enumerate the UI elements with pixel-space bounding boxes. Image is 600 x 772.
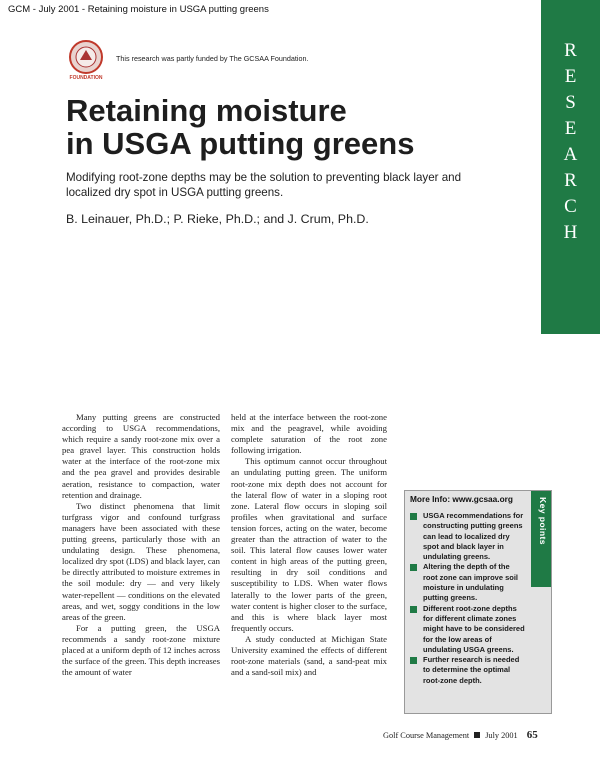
section-letter: R xyxy=(564,40,577,61)
key-point-item: Altering the depth of the root zone can improve soil moisture in undulating putting greens. xyxy=(410,562,526,603)
title-line-1: Retaining moisture xyxy=(66,93,347,128)
body-paragraph: Two distinct phenomena that limit turfgrass vigor and confound turfgrass managers have been associated with these putting greens, particularly those with an undulating design. These phenomena, localized dry spot (LDS) and black layer, can be directly attributed to moisture extremes in the soil module: dry — and very likely water-repellent — conditions on the elevated areas, and wet, soggy conditions in the low areas of the green. xyxy=(62,500,220,622)
footer-issue: July 2001 xyxy=(485,730,518,740)
key-points-label: Key points xyxy=(538,497,548,545)
key-points-list xyxy=(410,511,526,686)
more-info-link[interactable]: More Info: www.gcsaa.org xyxy=(410,494,513,504)
page-number: 65 xyxy=(526,729,538,741)
body-paragraph-continued: held at the interface between the root-zone mix and the peagravel, while avoiding complete saturation of the root zone following irrigation. xyxy=(231,412,387,456)
running-header: GCM - July 2001 - Retaining moisture in USGA putting greens xyxy=(8,4,269,15)
square-separator-icon xyxy=(474,732,480,738)
square-bullet-icon xyxy=(410,606,417,613)
key-points-band xyxy=(531,491,551,587)
square-bullet-icon xyxy=(410,564,417,571)
body-paragraph: This optimum cannot occur throughout an undulating putting green. The uniform root-zone mix depth does not account for the lateral flow of water in a sloping root zone. Lateral flow occurs in sloping soil profiles when gravitational and surface tension forces, acting on the water, become greater than the attraction of water to the soil. This lateral flow causes lower water content in high areas of the putting green, resulting in dry soil conditions and susceptibility to LDS. When water flows laterally to the lower parts of the green, water content is higher closer to the surface, and this is where black layer most frequently occurs. xyxy=(231,456,387,633)
key-point-item: USGA recommendations for constructing putting greens can lead to localized dry spot and black layer in undulating greens. xyxy=(410,511,526,562)
body-paragraph: For a putting green, the USGA recommends a sandy root-zone mixture placed at a uniform depth of 12 inches across the surface of the green. This depth increases the amount of water xyxy=(62,622,220,678)
svg-text:FOUNDATION: FOUNDATION xyxy=(69,75,103,81)
section-letter: E xyxy=(564,118,577,139)
section-letter: E xyxy=(564,66,577,87)
section-letter: R xyxy=(564,170,577,191)
square-bullet-icon xyxy=(410,513,417,520)
article-subtitle: Modifying root-zone depths may be the solution to preventing black layer and localized dry spot in USGA putting greens. xyxy=(66,171,462,199)
key-point-item: Further research is needed to determine the optimal root-zone depth. xyxy=(410,655,526,686)
page-footer xyxy=(383,729,538,741)
key-point-item: Different root-zone depths for different climate zones might have to be considered for the low areas of undulating USGA greens. xyxy=(410,604,526,655)
article-authors: B. Leinauer, Ph.D.; P. Rieke, Ph.D.; and J. Crum, Ph.D. xyxy=(66,212,369,226)
body-column-1 xyxy=(62,412,220,678)
footer-publication: Golf Course Management xyxy=(383,730,470,740)
section-letter: S xyxy=(565,92,576,113)
section-letter: C xyxy=(564,196,577,217)
section-label-research xyxy=(541,38,600,246)
square-bullet-icon xyxy=(410,657,417,664)
body-paragraph: Many putting greens are constructed according to USGA recommendations, which require a sandy root-zone mix over a pea gravel layer. This construction holds water at the interface of the root-zone mix and the pea gravel and provides desirable aeration, resistance to compaction, water retention and drainage. xyxy=(62,412,220,500)
section-band-research xyxy=(541,0,600,334)
gcsaa-foundation-logo xyxy=(64,38,108,82)
section-letter: A xyxy=(563,144,578,165)
key-points-sidebar xyxy=(404,490,552,714)
body-column-2 xyxy=(231,412,387,678)
title-line-2: in USGA putting greens xyxy=(66,126,415,161)
funding-note: This research was partly funded by The GCSAA Foundation. xyxy=(116,54,309,63)
section-letter: H xyxy=(563,222,578,243)
body-paragraph: A study conducted at Michigan State University examined the effects of different root-zone materials (sand, a sand-peat mix and a sand-soil mix) and xyxy=(231,633,387,678)
article-title xyxy=(66,94,506,160)
